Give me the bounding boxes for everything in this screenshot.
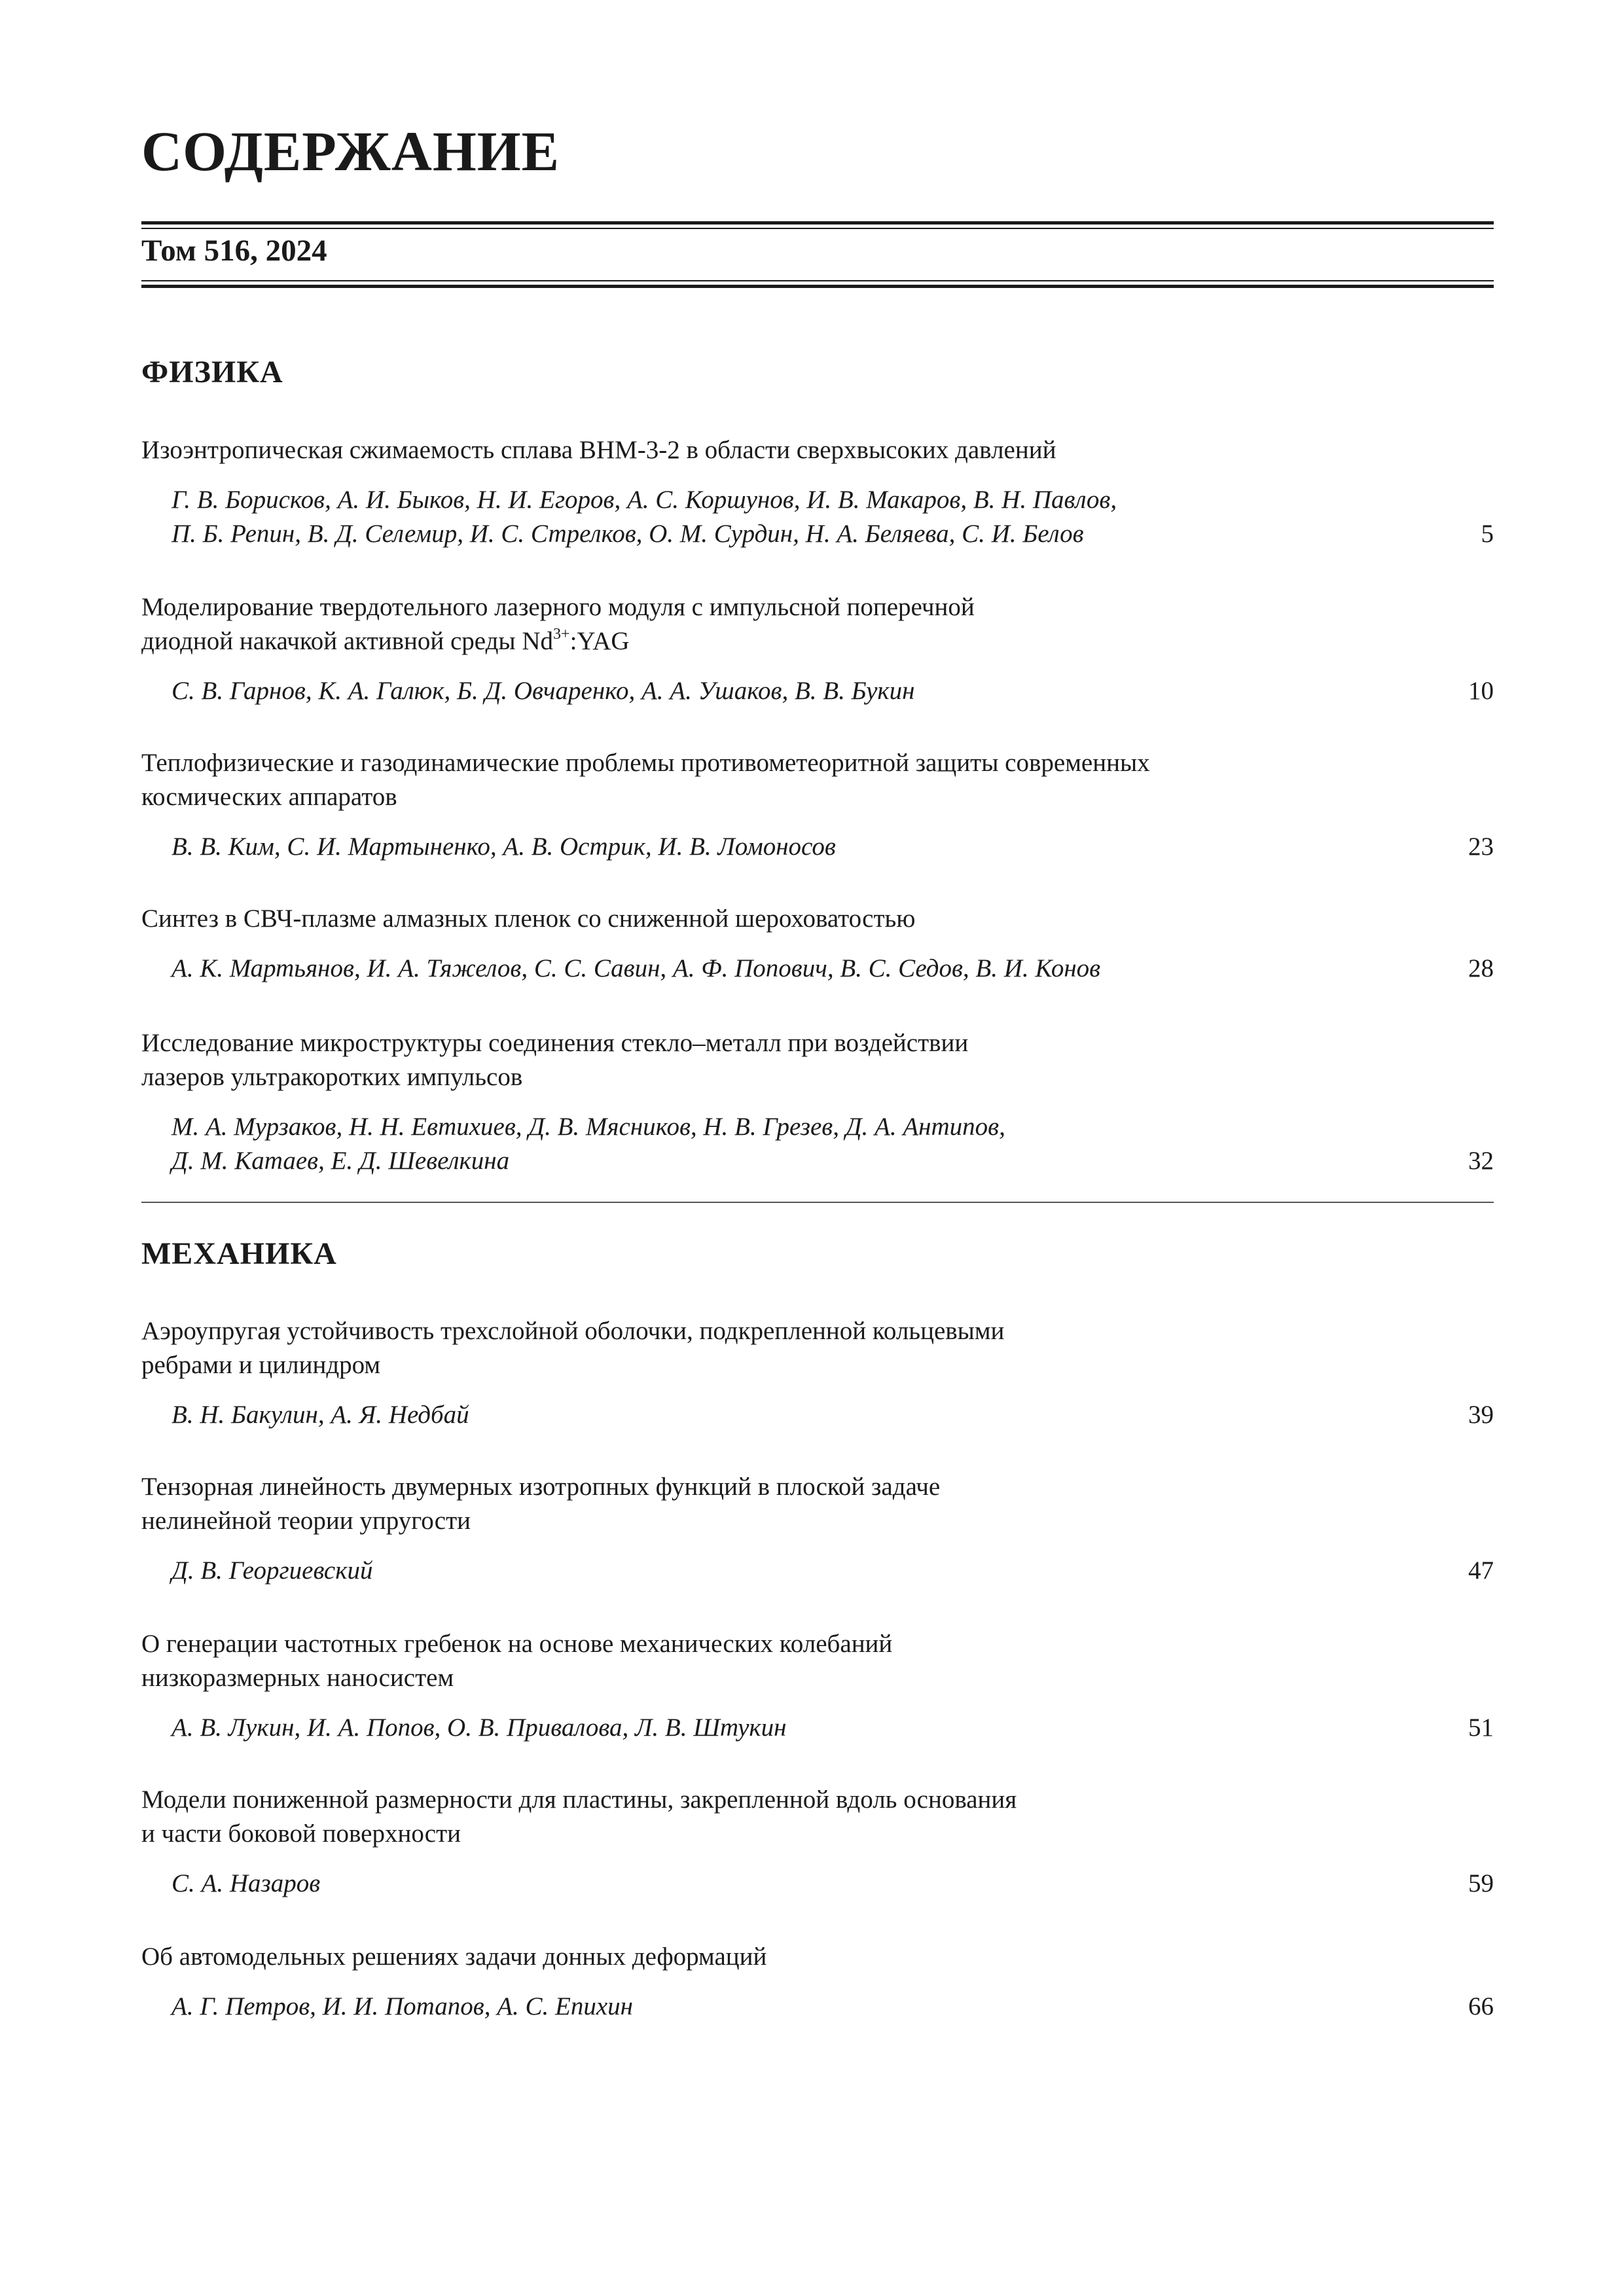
article-authors: Д. В. Георгиевский: [171, 1556, 373, 1585]
header-rule-bottom-thick: [141, 285, 1494, 288]
article-title: Тензорная линейность двумерных изотропных функций в плоской задаче нелинейной теории упругости: [141, 1473, 941, 1535]
page-number: 66: [1468, 1992, 1494, 2020]
volume-label: Том 516, 2024: [141, 234, 327, 268]
article-title-line: Моделирование твердотельного лазерного модуля с импульсной поперечной: [141, 593, 975, 621]
toc-entry[interactable]: [141, 1026, 1494, 1175]
toc-entry[interactable]: [141, 1627, 1494, 1742]
article-title: О генерации частотных гребенок на основе механических колебаний низкоразмерных наносистем: [141, 1630, 893, 1692]
toc-entry[interactable]: [141, 590, 1494, 705]
article-title-line: диодной накачкой активной среды Nd: [141, 627, 554, 655]
article-title: Синтез в СВЧ-плазме алмазных пленок со сниженной шероховатостью: [141, 905, 916, 933]
article-authors: А. К. Мартьянов, И. А. Тяжелов, С. С. Савин, А. Ф. Попович, В. С. Седов, В. И. Конов: [171, 954, 1101, 982]
contents-page: [141, 0, 1494, 2296]
superscript: 3+: [553, 626, 570, 643]
page-number: 59: [1468, 1869, 1494, 1897]
page-number: 51: [1468, 1713, 1494, 1742]
section-heading: ФИЗИКА: [141, 355, 283, 389]
article-authors: С. А. Назаров: [171, 1869, 321, 1897]
toc-entry[interactable]: [141, 433, 1494, 548]
page-number: 28: [1468, 954, 1494, 982]
header-rule-top-thin: [141, 228, 1494, 229]
article-title: [141, 590, 1494, 658]
article-authors: В. Н. Бакулин, А. Я. Недбай: [171, 1401, 469, 1429]
article-title: Об автомодельных решениях задачи донных деформаций: [141, 1943, 767, 1971]
article-authors: С. В. Гарнов, К. А. Галюк, Б. Д. Овчаренко, А. А. Ушаков, В. В. Букин: [171, 677, 915, 705]
page-number: 5: [1481, 520, 1494, 548]
article-authors: В. В. Ким, С. И. Мартыненко, А. В. Острик, И. В. Ломоносов: [171, 833, 836, 861]
page-number: 10: [1468, 677, 1494, 705]
page-number: 39: [1468, 1401, 1494, 1429]
article-title: Изоэнтропическая сжимаемость сплава ВНМ-3-2 в области сверхвысоких давлений: [141, 436, 1056, 464]
article-authors: Г. В. Борисков, А. И. Быков, Н. И. Егоров, А. С. Коршунов, И. В. Макаров, В. Н. Павлов, П. Б. Репин, В. Д. Селемир, И. С. Стрелков, О. М. Сурдин, Н. А. Беляева, С. И. Белов: [171, 486, 1117, 548]
toc-entry[interactable]: [141, 1783, 1494, 1897]
toc-entry[interactable]: [141, 1470, 1494, 1585]
page-number: 32: [1468, 1147, 1494, 1175]
article-title: Аэроупругая устойчивость трехслойной оболочки, подкрепленной кольцевыми ребрами и цилиндром: [141, 1317, 1005, 1379]
article-authors: А. В. Лукин, И. А. Попов, О. В. Привалова, Л. В. Штукин: [171, 1713, 787, 1742]
article-title: Теплофизические и газодинамические проблемы противометеоритной защиты современных космических аппаратов: [141, 749, 1150, 811]
section-physics: [141, 357, 1494, 388]
article-title: Исследование микроструктуры соединения стекло–металл при воздействии лазеров ультракоротких импульсов: [141, 1029, 969, 1091]
section-mechanics: [141, 1238, 1494, 1270]
header-rule-top-thick: [141, 221, 1494, 224]
section-divider: [141, 1202, 1494, 1203]
article-authors: М. А. Мурзаков, Н. Н. Евтихиев, Д. В. Мясников, Н. В. Грезев, Д. А. Антипов, Д. М. Катаев, Е. Д. Шевелкина: [171, 1113, 1005, 1175]
article-title: Модели пониженной размерности для пластины, закрепленной вдоль основания и части боковой поверхности: [141, 1785, 1017, 1848]
page-number: 47: [1468, 1556, 1494, 1585]
article-authors: А. Г. Петров, И. И. Потапов, А. С. Епихин: [171, 1992, 634, 2020]
page-title: СОДЕРЖАНИЕ: [141, 120, 560, 183]
section-heading: МЕХАНИКА: [141, 1236, 337, 1271]
toc-entry[interactable]: [141, 902, 1494, 982]
page-number: 23: [1468, 833, 1494, 861]
toc-entry[interactable]: [141, 746, 1494, 861]
toc-entry[interactable]: [141, 1314, 1494, 1429]
toc-entry[interactable]: [141, 1940, 1494, 2020]
article-title-line: :YAG: [569, 627, 630, 655]
header-rule-bottom-thin: [141, 280, 1494, 281]
